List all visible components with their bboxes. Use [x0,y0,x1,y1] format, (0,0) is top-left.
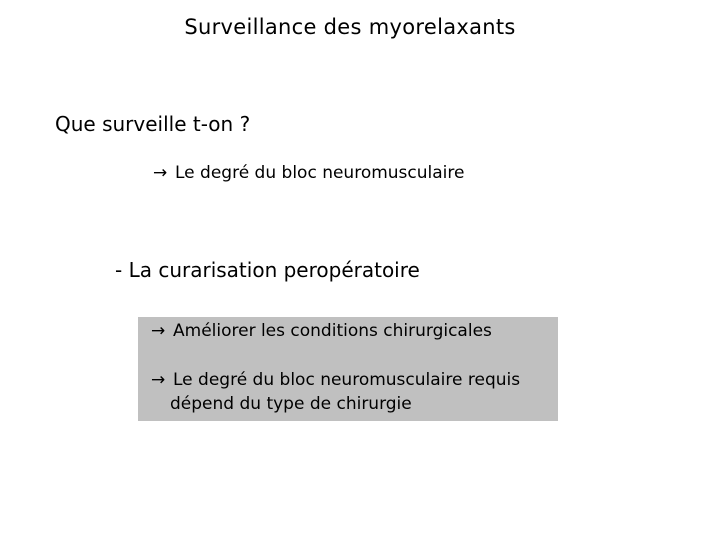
question-heading: Que surveille t-on ? [55,112,251,136]
bullet-text: Le degré du bloc neuromusculaire [175,163,465,183]
slide-title: Surveillance des myorelaxants [184,15,516,39]
bullet-text-continuation: dépend du type de chirurgie [170,394,412,414]
arrow-icon: → [151,321,166,341]
bullet-text: Améliorer les conditions chirurgicales [173,321,492,341]
bullet-degree-of-block [153,163,464,183]
section-heading: - La curarisation peropératoire [115,258,420,282]
bullet-improve-conditions [151,321,492,341]
highlight-box [138,317,558,421]
bullet-required-block [151,370,520,390]
arrow-icon: → [153,163,168,183]
bullet-text: Le degré du bloc neuromusculaire requis [173,370,521,390]
arrow-icon: → [151,370,166,390]
